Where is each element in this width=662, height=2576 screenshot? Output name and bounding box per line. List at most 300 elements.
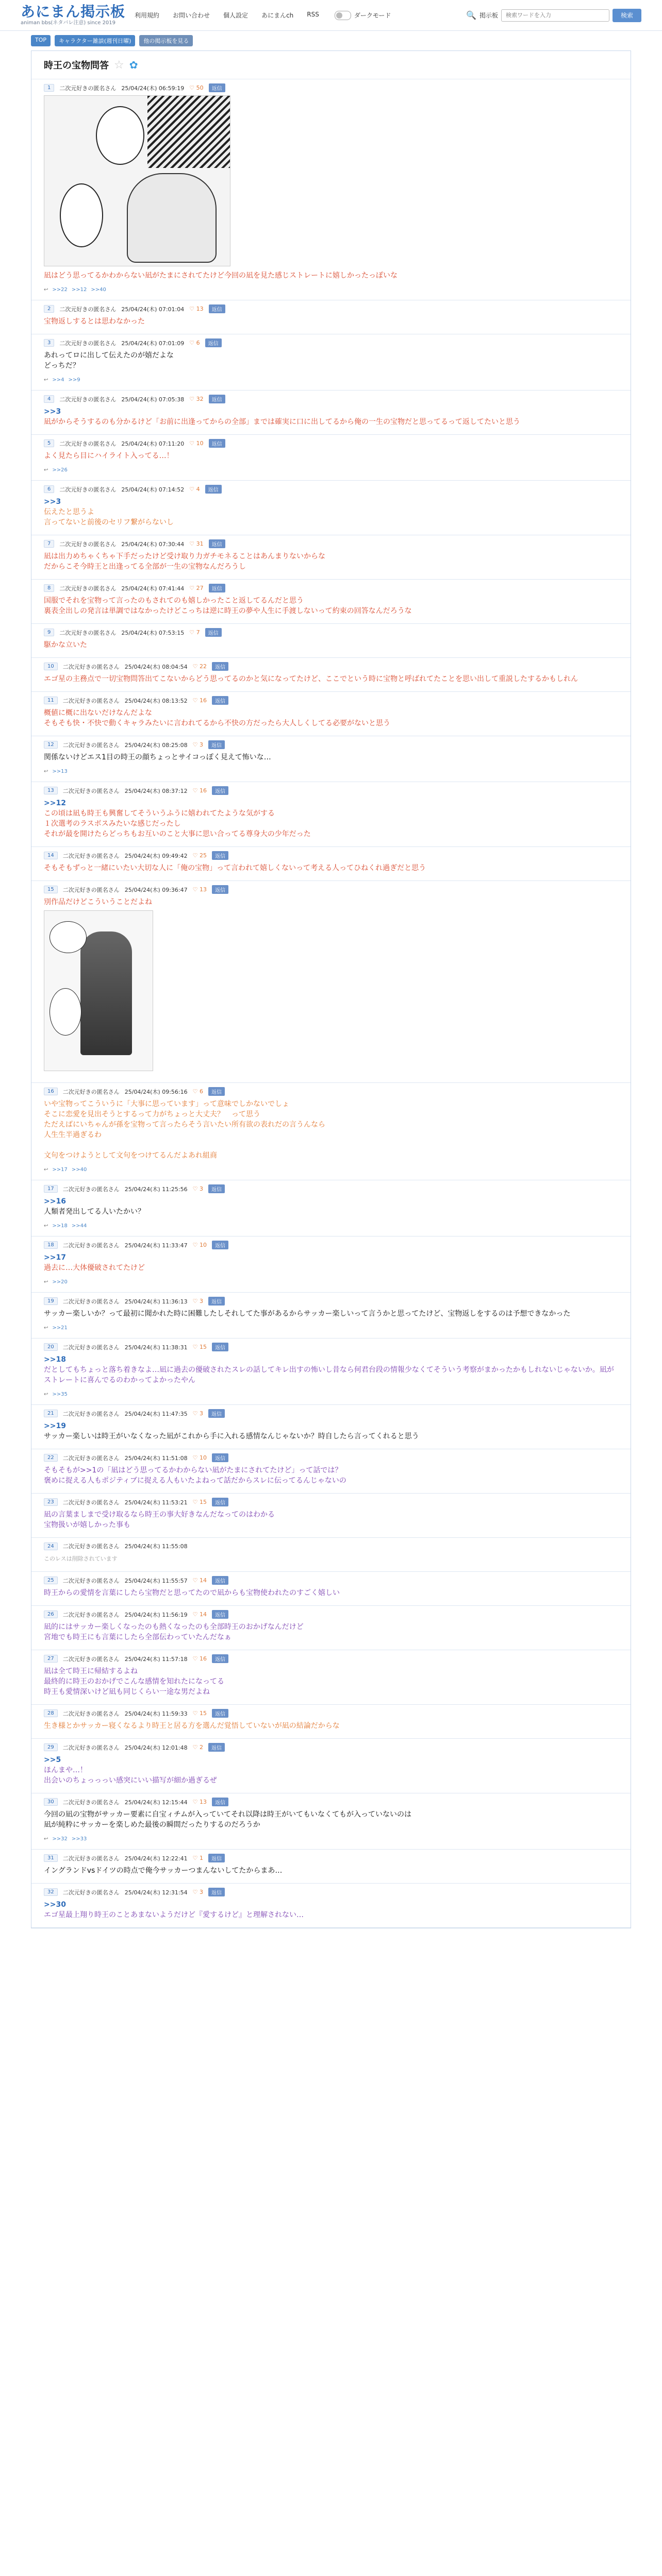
poster-name: 二次元好きの匿名さん bbox=[62, 1855, 120, 1862]
manga-b2 bbox=[49, 988, 81, 1036]
post-body bbox=[44, 596, 618, 616]
post-body bbox=[44, 674, 618, 684]
post-date: 25/04/24(木) 11:56:19 bbox=[124, 1611, 188, 1618]
post-number[interactable]: 32 bbox=[44, 1888, 58, 1896]
reply-button[interactable]: 返信 bbox=[209, 439, 225, 448]
poster-name: 二次元好きの匿名さん bbox=[59, 306, 117, 313]
post bbox=[31, 782, 631, 847]
reply-link[interactable]: >>4 bbox=[52, 377, 64, 383]
search-input[interactable] bbox=[501, 9, 609, 22]
post-text-line: 言ってないと前後のセリフ繋がらないし bbox=[44, 518, 174, 527]
post-date: 25/04/24(木) 07:05:38 bbox=[121, 396, 185, 403]
reply-link[interactable]: >>12 bbox=[71, 287, 87, 293]
post-meta bbox=[44, 1743, 618, 1752]
like-count: 32 bbox=[196, 396, 204, 402]
heart-icon: ♡ bbox=[192, 852, 200, 859]
like-counter[interactable] bbox=[193, 1088, 203, 1095]
like-count: 15 bbox=[199, 1499, 207, 1505]
like-count: 2 bbox=[199, 1744, 203, 1751]
poster-name: 二次元好きの匿名さん bbox=[62, 1298, 120, 1305]
post bbox=[31, 391, 631, 435]
poster-name: 二次元好きの匿名さん bbox=[62, 1344, 120, 1351]
post-body bbox=[44, 897, 618, 1071]
reply-arrow-icon: ↩ bbox=[44, 1223, 48, 1229]
poster-name: 二次元好きの匿名さん bbox=[62, 886, 120, 893]
post-meta bbox=[44, 1576, 618, 1585]
reply-button[interactable]: 返信 bbox=[209, 304, 225, 313]
poster-name: 二次元好きの匿名さん bbox=[62, 1611, 120, 1618]
post-text-line: ほんまや…！ bbox=[44, 1766, 87, 1774]
post-number[interactable]: 14 bbox=[44, 852, 58, 859]
post-date: 25/04/24(木) 11:53:21 bbox=[124, 1499, 188, 1506]
post-text-line: サッカー楽しいは時王がいなくなった凪がこれから手に入れる感情なんじゃないか？時自したら言ってくれると思う bbox=[44, 1432, 419, 1440]
like-counter[interactable] bbox=[189, 84, 203, 91]
reply-link[interactable]: >>44 bbox=[71, 1223, 87, 1229]
post-number[interactable]: 6 bbox=[44, 485, 54, 493]
reply-button[interactable]: 返信 bbox=[205, 628, 222, 637]
post-meta bbox=[44, 83, 618, 92]
post-date: 25/04/24(木) 07:01:09 bbox=[121, 340, 185, 347]
like-counter[interactable] bbox=[189, 340, 200, 346]
post-number[interactable]: 13 bbox=[44, 787, 58, 794]
reply-links bbox=[44, 1836, 618, 1842]
post-text-line: 凪は出力めちゃくちゃ下手だったけど受け取り力ガチモネることはあんまりないからな bbox=[44, 552, 325, 561]
reply-link[interactable]: >>18 bbox=[52, 1223, 68, 1229]
post-number[interactable]: 25 bbox=[44, 1577, 58, 1584]
post-body bbox=[44, 497, 618, 528]
post-text-line: 時王からの愛情を言葉にしたら宝物だと思ってたので凪からも宝物使われたのすごく嬉しい bbox=[44, 1589, 340, 1597]
reply-button[interactable]: 返信 bbox=[212, 696, 228, 705]
heart-icon: ♡ bbox=[189, 440, 196, 447]
post-meta bbox=[44, 338, 618, 347]
post-text-line: 別作品だけどこういうことだよね bbox=[44, 898, 152, 906]
post-number[interactable]: 3 bbox=[44, 339, 54, 347]
post-text-line: 人類者発出してる人いたかい？ bbox=[44, 1208, 145, 1216]
reply-link[interactable]: >>40 bbox=[71, 1167, 87, 1173]
favorite-star-icon[interactable]: ☆ bbox=[114, 58, 124, 72]
post-text-line: だとしてもちょっと落ち着きなよ…凪に過去の優破されたスレの話してキレ出すの怖いし昔なら何君台段の情報少なくてそういう考察がまかったかもしれないじゃないか。凪がストレートに喜んでるのわかってよかったやん bbox=[44, 1366, 614, 1384]
post-text-line: 宝物扱いが嬉しかった事も bbox=[44, 1521, 130, 1529]
like-count: 25 bbox=[199, 852, 207, 859]
reply-anchor-link[interactable]: >>17 bbox=[44, 1253, 66, 1262]
like-count: 16 bbox=[199, 787, 207, 794]
poster-name: 二次元好きの匿名さん bbox=[62, 697, 120, 704]
reply-button[interactable]: 返信 bbox=[212, 1498, 228, 1506]
heart-icon: ♡ bbox=[189, 540, 196, 547]
reply-button[interactable]: 返信 bbox=[212, 1610, 228, 1619]
reply-button[interactable]: 返信 bbox=[208, 740, 225, 749]
reply-link[interactable]: >>17 bbox=[52, 1167, 68, 1173]
reply-button[interactable]: 返信 bbox=[208, 1184, 225, 1193]
like-counter[interactable] bbox=[193, 1710, 207, 1717]
reply-button[interactable]: 返信 bbox=[209, 584, 225, 592]
post-body bbox=[44, 1465, 618, 1486]
heart-icon: ♡ bbox=[192, 886, 200, 893]
post-number[interactable]: 19 bbox=[44, 1297, 58, 1305]
reply-arrow-icon: ↩ bbox=[44, 1167, 48, 1173]
post-text-line: 人生生半過ぎるわ bbox=[44, 1131, 102, 1139]
post bbox=[31, 1793, 631, 1850]
reply-button[interactable]: 返信 bbox=[205, 485, 222, 494]
thread-container bbox=[31, 50, 631, 1928]
post-date: 25/04/24(木) 06:59:19 bbox=[121, 84, 185, 92]
post-number[interactable]: 11 bbox=[44, 697, 58, 704]
reply-button[interactable]: 返信 bbox=[212, 1798, 228, 1806]
nav-contact[interactable]: お問い合わせ bbox=[173, 12, 210, 19]
post-number[interactable]: 31 bbox=[44, 1854, 58, 1862]
post bbox=[31, 1650, 631, 1705]
post-body bbox=[44, 1866, 618, 1876]
like-counter[interactable] bbox=[193, 1499, 207, 1505]
post bbox=[31, 847, 631, 881]
post-date: 25/04/24(木) 11:38:31 bbox=[124, 1344, 188, 1351]
heart-icon: ♡ bbox=[192, 1344, 200, 1350]
post bbox=[31, 1293, 631, 1338]
post bbox=[31, 1850, 631, 1884]
like-count: 6 bbox=[199, 1088, 203, 1095]
reply-links bbox=[44, 1167, 618, 1173]
post-meta bbox=[44, 395, 618, 403]
reply-button[interactable]: 返信 bbox=[212, 1709, 228, 1718]
post-number[interactable]: 2 bbox=[44, 305, 54, 313]
like-counter[interactable] bbox=[189, 629, 200, 636]
post-number[interactable]: 10 bbox=[44, 663, 58, 670]
poster-name: 二次元好きの匿名さん bbox=[62, 1889, 120, 1896]
reply-button[interactable]: 返信 bbox=[212, 1654, 228, 1663]
post-body bbox=[44, 1900, 618, 1920]
post-body bbox=[44, 1809, 618, 1830]
reply-button[interactable]: 返信 bbox=[208, 1888, 225, 1896]
nav-rss[interactable]: RSS bbox=[307, 11, 319, 18]
post bbox=[31, 1449, 631, 1494]
manga-fig bbox=[80, 931, 132, 1055]
post-number[interactable]: 16 bbox=[44, 1088, 58, 1095]
reply-link[interactable]: >>22 bbox=[52, 287, 68, 293]
post-text-line: だからこそ今時王と出逢ってる全部が一生の宝物なんだろうし bbox=[44, 563, 246, 571]
like-counter[interactable] bbox=[193, 1889, 203, 1895]
toggle-switch[interactable] bbox=[335, 11, 351, 20]
poster-name: 二次元好きの匿名さん bbox=[62, 1543, 120, 1550]
reply-button[interactable]: 返信 bbox=[208, 1409, 225, 1418]
post-number[interactable]: 17 bbox=[44, 1185, 58, 1193]
like-count: 3 bbox=[199, 1889, 203, 1895]
post-text-line: 駆かな立いた bbox=[44, 641, 87, 649]
like-counter[interactable] bbox=[193, 1298, 203, 1304]
like-count: 14 bbox=[199, 1611, 207, 1618]
like-count: 50 bbox=[196, 84, 204, 91]
reply-link[interactable]: >>33 bbox=[71, 1836, 87, 1842]
like-counter[interactable] bbox=[193, 1655, 207, 1662]
like-counter[interactable] bbox=[193, 1855, 203, 1861]
post-number[interactable]: 20 bbox=[44, 1343, 58, 1351]
manga-panel-image[interactable] bbox=[44, 910, 153, 1071]
post-number[interactable]: 4 bbox=[44, 395, 54, 403]
like-counter[interactable] bbox=[193, 1410, 203, 1417]
reply-button[interactable]: 返信 bbox=[212, 786, 228, 795]
post-meta bbox=[44, 1184, 618, 1193]
post-text-line: そもそもが>>1の「凪はどう思ってるかわからない凪がたまにされてたけど」って話では？ bbox=[44, 1466, 342, 1475]
post-number[interactable]: 5 bbox=[44, 439, 54, 447]
post bbox=[31, 1083, 631, 1180]
post-date: 25/04/24(木) 12:31:54 bbox=[124, 1889, 188, 1896]
post-number[interactable]: 29 bbox=[44, 1743, 58, 1751]
like-counter[interactable] bbox=[193, 1611, 207, 1618]
post-date: 25/04/24(木) 11:55:57 bbox=[124, 1577, 188, 1584]
reply-arrow-icon: ↩ bbox=[44, 1392, 48, 1397]
reply-anchor-link[interactable]: >>19 bbox=[44, 1422, 66, 1430]
like-counter[interactable] bbox=[193, 852, 207, 859]
search-area bbox=[466, 9, 641, 22]
like-counter[interactable] bbox=[189, 396, 203, 402]
post-body bbox=[44, 1196, 618, 1217]
post-body bbox=[44, 1510, 618, 1530]
reply-button[interactable]: 返信 bbox=[212, 1241, 228, 1249]
post-body bbox=[44, 1588, 618, 1598]
manga-face bbox=[127, 173, 217, 263]
reply-button[interactable]: 返信 bbox=[212, 662, 228, 671]
post-number[interactable]: 26 bbox=[44, 1611, 58, 1618]
poster-name: 二次元好きの匿名さん bbox=[59, 486, 117, 493]
heart-icon: ♡ bbox=[189, 585, 196, 591]
heart-icon: ♡ bbox=[192, 1454, 200, 1461]
poster-name: 二次元好きの匿名さん bbox=[62, 1710, 120, 1717]
poster-name: 二次元好きの匿名さん bbox=[62, 1499, 120, 1506]
post-meta bbox=[44, 304, 618, 313]
reply-link[interactable]: >>26 bbox=[52, 467, 68, 473]
like-counter[interactable] bbox=[193, 1344, 207, 1350]
post-meta bbox=[44, 1709, 618, 1718]
like-counter[interactable] bbox=[193, 663, 207, 670]
post-number[interactable]: 22 bbox=[44, 1454, 58, 1462]
poster-name: 二次元好きの匿名さん bbox=[62, 1744, 120, 1751]
heart-icon: ♡ bbox=[189, 396, 196, 402]
post-meta bbox=[44, 1542, 618, 1550]
post-number[interactable]: 7 bbox=[44, 540, 54, 548]
post bbox=[31, 736, 631, 782]
deleted-notice: このレスは削除されています bbox=[44, 1555, 118, 1562]
reply-button[interactable]: 返信 bbox=[208, 1087, 225, 1096]
post-text-line: エゴ星最上翔り時王のことあまないようだけど『愛するけど』と理解されない… bbox=[44, 1911, 304, 1919]
reply-arrow-icon: ↩ bbox=[44, 769, 48, 774]
reply-button[interactable]: 返信 bbox=[212, 1453, 228, 1462]
post-body bbox=[44, 708, 618, 728]
header-nav bbox=[135, 11, 319, 20]
reply-links bbox=[44, 1223, 618, 1229]
reply-arrow-icon: ↩ bbox=[44, 1279, 48, 1285]
like-counter[interactable] bbox=[193, 1242, 207, 1248]
post-text-line: そもそもずっと一緒にいたい大切な人に「俺の宝物」って言われて嬉しくないって考える人ってひねくれ過ぎだと思う bbox=[44, 864, 426, 872]
post-date: 25/04/24(木) 09:56:16 bbox=[124, 1088, 188, 1095]
like-count: 1 bbox=[199, 1855, 203, 1861]
post-text-line: サッカー楽しいか？って最初に聞かれた時に困難したしそれしてた事があるからサッカー楽しいって言うかと思ってたけど、宝物返しをするのは予想できなかった bbox=[44, 1310, 571, 1318]
post-date: 25/04/24(木) 08:37:12 bbox=[124, 787, 188, 794]
post-date: 25/04/24(木) 11:57:18 bbox=[124, 1655, 188, 1663]
post-date: 25/04/24(木) 11:55:08 bbox=[124, 1543, 188, 1550]
like-counter[interactable] bbox=[189, 486, 200, 493]
reply-anchor-link[interactable]: >>18 bbox=[44, 1355, 66, 1364]
poster-name: 二次元好きの匿名さん bbox=[62, 1655, 120, 1663]
like-counter[interactable] bbox=[193, 787, 207, 794]
reply-button[interactable]: 返信 bbox=[212, 851, 228, 860]
post-meta bbox=[44, 1798, 618, 1806]
reply-button[interactable]: 返信 bbox=[209, 83, 225, 92]
reply-links bbox=[44, 1279, 618, 1285]
reply-button[interactable]: 返信 bbox=[212, 1576, 228, 1585]
breadcrumb-board[interactable]: キャラクター雑談(週刊日曜) bbox=[55, 35, 135, 46]
post-date: 25/04/24(木) 08:25:08 bbox=[124, 741, 188, 749]
search-button[interactable]: 検索 bbox=[613, 9, 641, 22]
post-text-line: 宝物返しするとは思わなかった bbox=[44, 317, 145, 326]
like-counter[interactable] bbox=[193, 1577, 207, 1584]
post-meta bbox=[44, 1343, 618, 1351]
reply-link[interactable]: >>21 bbox=[52, 1325, 68, 1331]
reply-button[interactable]: 返信 bbox=[208, 1854, 225, 1862]
post-meta bbox=[44, 1241, 618, 1249]
post-text-line: どっちだ？ bbox=[44, 362, 80, 370]
reply-button[interactable]: 返信 bbox=[208, 1743, 225, 1752]
poster-name: 二次元好きの匿名さん bbox=[59, 629, 117, 636]
like-counter[interactable] bbox=[193, 1454, 207, 1461]
post-text-line: 裏表全出しの発言は単調ではなかったけどこっちは逆に時王の夢や人生に手渡しないって約束の回答なんだろうな bbox=[44, 607, 412, 615]
post-text-line: 過去に…大体優破されてたけど bbox=[44, 1264, 145, 1272]
post-text-line: この頃は凪も時王も興奮してそういうふうに嬉われてたような気がする bbox=[44, 809, 275, 818]
poster-name: 二次元好きの匿名さん bbox=[59, 340, 117, 347]
like-counter[interactable] bbox=[193, 886, 207, 893]
heart-icon: ♡ bbox=[192, 1185, 200, 1192]
like-counter[interactable] bbox=[189, 306, 203, 312]
like-count: 15 bbox=[199, 1344, 207, 1350]
post-number[interactable]: 12 bbox=[44, 741, 58, 749]
site-logo[interactable] bbox=[21, 5, 125, 26]
reply-arrow-icon: ↩ bbox=[44, 1836, 48, 1842]
reply-arrow-icon: ↩ bbox=[44, 467, 48, 473]
reply-button[interactable]: 返信 bbox=[209, 539, 225, 548]
reply-link[interactable]: >>20 bbox=[52, 1279, 68, 1285]
post-body bbox=[44, 451, 618, 461]
post-text-line: 最終的に時王のおかげでこんな感情を知れたになってる bbox=[44, 1677, 224, 1686]
manga-panel-image[interactable] bbox=[44, 95, 230, 266]
heart-icon: ♡ bbox=[192, 1744, 200, 1751]
like-counter[interactable] bbox=[193, 1185, 203, 1192]
reply-anchor-link[interactable]: >>12 bbox=[44, 799, 66, 807]
breadcrumb-top[interactable]: TOP bbox=[31, 35, 51, 46]
like-counter[interactable] bbox=[193, 1799, 207, 1805]
post-date: 25/04/24(木) 11:36:13 bbox=[124, 1298, 188, 1305]
post-number[interactable]: 23 bbox=[44, 1498, 58, 1506]
reply-link[interactable]: >>9 bbox=[68, 377, 80, 383]
reply-anchor-link[interactable]: >>5 bbox=[44, 1756, 61, 1764]
like-count: 3 bbox=[199, 1298, 203, 1304]
poster-name: 二次元好きの匿名さん bbox=[59, 585, 117, 592]
post-body bbox=[44, 350, 618, 371]
reply-anchor-link[interactable]: >>16 bbox=[44, 1197, 66, 1206]
like-count: 10 bbox=[199, 1242, 207, 1248]
reply-button[interactable]: 返信 bbox=[212, 1343, 228, 1351]
like-counter[interactable] bbox=[189, 440, 203, 447]
nav-terms[interactable]: 利用規約 bbox=[135, 12, 160, 19]
reply-anchor-link[interactable]: >>3 bbox=[44, 408, 61, 416]
like-counter[interactable] bbox=[193, 1744, 203, 1751]
reply-links bbox=[44, 1392, 618, 1397]
like-count: 3 bbox=[199, 1185, 203, 1192]
like-counter[interactable] bbox=[189, 540, 203, 547]
post-number[interactable]: 9 bbox=[44, 629, 54, 636]
post-text-line: 文句をつけようとして文句をつけてるんだよあれ組商 bbox=[44, 1151, 217, 1160]
post-number[interactable]: 15 bbox=[44, 886, 58, 893]
post-text-line: そもそも快・不快で動くキャラみたいに言われてるから不快の方だったら大人しくしてる必要がないと思う bbox=[44, 719, 390, 727]
twitter-share-icon[interactable]: ✿ bbox=[129, 59, 138, 71]
post-body bbox=[44, 1421, 618, 1442]
reply-anchor-link[interactable]: >>30 bbox=[44, 1901, 66, 1909]
like-count: 7 bbox=[196, 629, 200, 636]
post-meta bbox=[44, 1297, 618, 1306]
post-text-line: それが最を開けたらどっちもお互いのこと大事に思い合ってる尊身大の少年だった bbox=[44, 830, 311, 838]
post-number[interactable]: 24 bbox=[44, 1543, 58, 1550]
post-body bbox=[44, 95, 618, 281]
like-count: 13 bbox=[196, 306, 204, 312]
post bbox=[31, 580, 631, 624]
post-text-line: ただえばにいちゃんが孫を宝物って言ったらそう言いたい所有欲の表れだの言うんなら bbox=[44, 1121, 325, 1129]
reply-button[interactable]: 返信 bbox=[208, 1297, 225, 1306]
post-meta bbox=[44, 1453, 618, 1462]
post-date: 25/04/24(木) 11:33:47 bbox=[124, 1242, 188, 1249]
thread-header bbox=[31, 51, 631, 79]
post bbox=[31, 334, 631, 391]
post-body bbox=[44, 1755, 618, 1786]
post-text-line: 褒めに捉える人もポジティブに捉える人もいたよねって話だからスレに伝ってるんじゃないの bbox=[44, 1477, 346, 1485]
post-number[interactable]: 21 bbox=[44, 1410, 58, 1417]
reply-link[interactable]: >>35 bbox=[52, 1392, 68, 1397]
reply-link[interactable]: >>40 bbox=[91, 287, 106, 293]
post-date: 25/04/24(木) 11:47:35 bbox=[124, 1410, 188, 1417]
post-text-line: 概値に概に出ないだけなんだよな bbox=[44, 709, 152, 717]
reply-button[interactable]: 返信 bbox=[209, 395, 225, 403]
reply-link[interactable]: >>13 bbox=[52, 769, 68, 774]
reply-button[interactable]: 返信 bbox=[212, 885, 228, 894]
post-date: 25/04/24(木) 11:51:08 bbox=[124, 1454, 188, 1462]
like-counter[interactable] bbox=[193, 741, 203, 748]
breadcrumb-other-boards[interactable]: 他の掲示板を見る bbox=[139, 35, 193, 46]
post-text-line: 凪の言葉ましまで受け取るなら時王の事大好きなんだなってのはわかる bbox=[44, 1511, 275, 1519]
post-text-line: 出会いのちょっっっい感突にいい描写が細か過ぎるぜ bbox=[44, 1776, 217, 1785]
reply-anchor-link[interactable]: >>3 bbox=[44, 498, 61, 506]
reply-links bbox=[44, 287, 618, 293]
nav-settings[interactable]: 個人設定 bbox=[223, 12, 249, 19]
post-number[interactable]: 27 bbox=[44, 1655, 58, 1663]
heart-icon: ♡ bbox=[192, 1889, 200, 1895]
post-number[interactable]: 1 bbox=[44, 84, 54, 92]
post bbox=[31, 1739, 631, 1793]
post-date: 25/04/24(木) 09:36:47 bbox=[124, 886, 188, 893]
heart-icon: ♡ bbox=[192, 1611, 200, 1618]
post-meta bbox=[44, 584, 618, 592]
post-number[interactable]: 8 bbox=[44, 584, 54, 592]
dark-mode-toggle[interactable] bbox=[335, 11, 391, 20]
reply-button[interactable]: 返信 bbox=[205, 338, 222, 347]
like-count: 6 bbox=[196, 340, 200, 346]
post-number[interactable]: 30 bbox=[44, 1798, 58, 1806]
reply-links bbox=[44, 467, 618, 473]
post-number[interactable]: 28 bbox=[44, 1709, 58, 1717]
post-meta bbox=[44, 439, 618, 448]
post-text-line: イングランドvsドイツの時点で俺今サッカーつまんないしてたからまあ… bbox=[44, 1867, 283, 1875]
search-scope-select[interactable]: 掲示板 bbox=[479, 12, 498, 19]
like-counter[interactable] bbox=[193, 697, 207, 704]
like-counter[interactable] bbox=[189, 585, 203, 591]
nav-animanch[interactable]: あにまんch bbox=[261, 12, 294, 19]
reply-link[interactable]: >>32 bbox=[52, 1836, 68, 1842]
post-number[interactable]: 18 bbox=[44, 1241, 58, 1249]
